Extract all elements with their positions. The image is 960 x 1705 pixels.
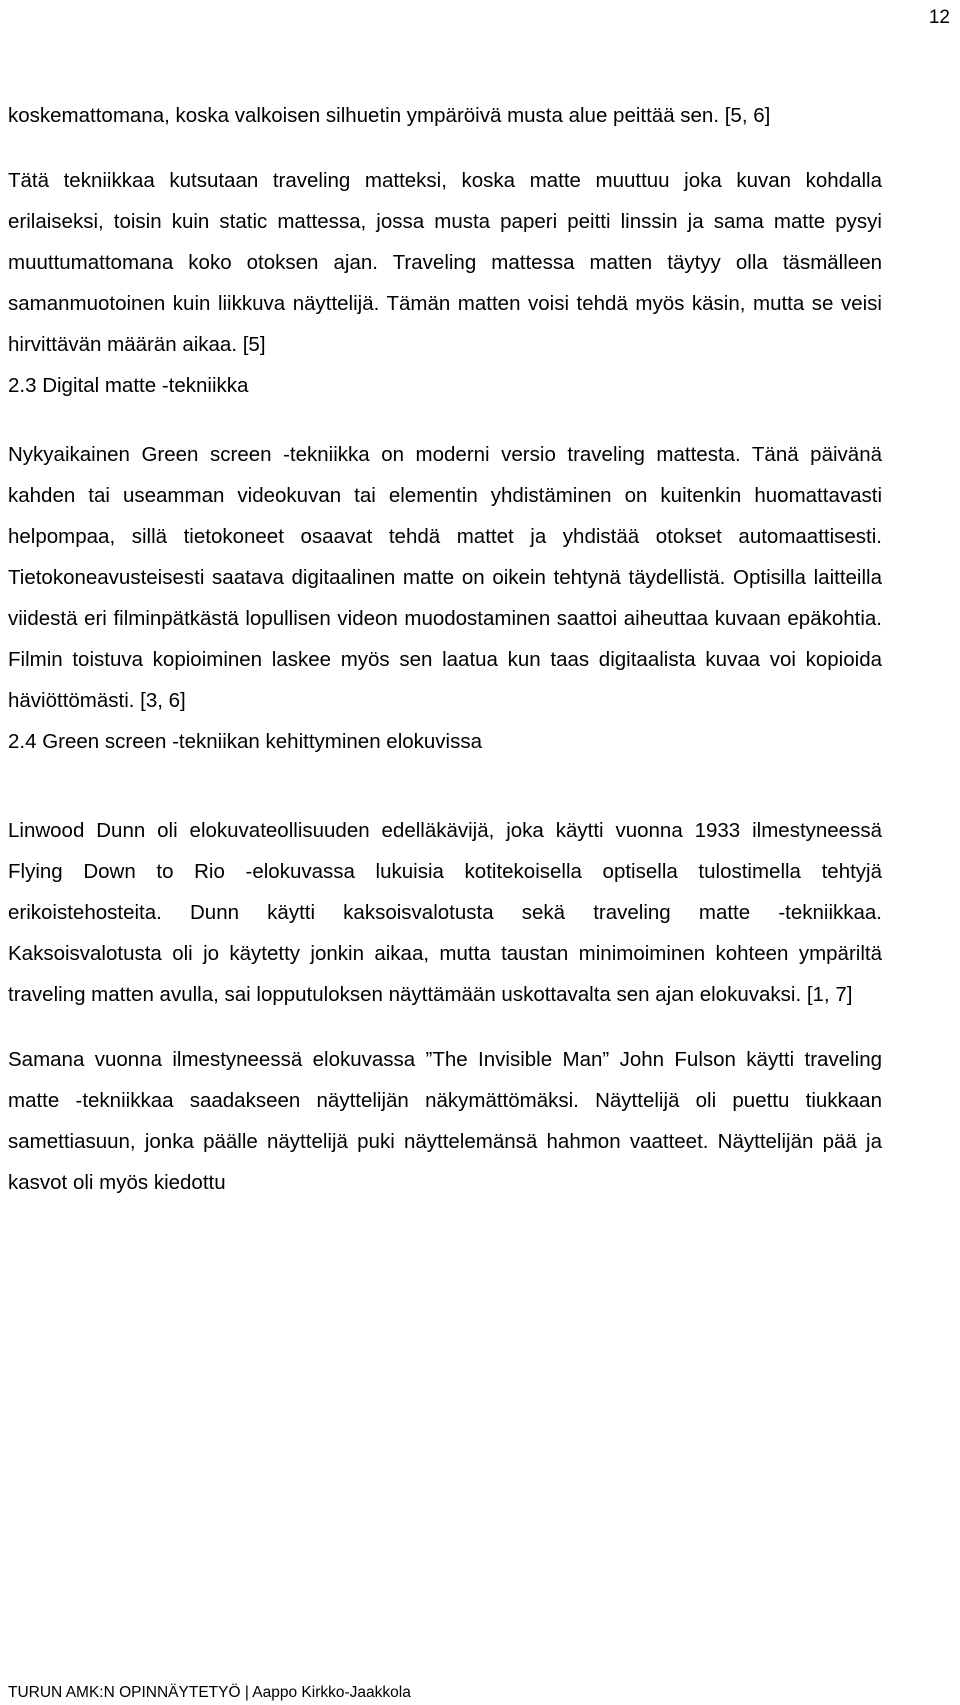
paragraph-green-screen-modern: Nykyaikainen Green screen -tekniikka on moderni versio traveling mattesta. Tänä päivänä kahden tai useamman videokuvan tai elementin yhdistäminen on kuitenkin huomattavasti helpompaa, sillä tietokoneet osaavat tehdä mattet ja yhdistää otokset automaattisesti. Tietokoneavusteisesti saatava digitaalinen matte on oikein tehtynä täydellistä. Optisilla laitteilla viidestä eri filminpätkästä lopullisen videon muodostaminen saattoi aiheuttaa kuvaan epäkohtia. Filmin toistuva kopioiminen laskee myös sen laatua kun taas digitaalista kuvaa voi kopioida häviöttömästi. [3, 6] [8,443,882,712]
page-number: 12 [928,7,950,28]
paragraph-invisible-man: Samana vuonna ilmestyneessä elokuvassa ”The Invisible Man” John Fulson käytti traveling matte -tekniikkaa saadakseen näyttelijän näkymättömäksi. Näyttelijä oli puettu tiukkaan samettiasuun, jonka päälle näyttelijä puki näyttelemänsä hahmon vaatteet. Näyttelijän pää ja kasvot oli myös kiedottu [8,1048,882,1194]
paragraph-silhouette: koskemattomana, koska valkoisen silhuetin ympäröivä musta alue peittää sen. [5, 6] [8,104,771,127]
paragraph-linwood-dunn: Linwood Dunn oli elokuvateollisuuden edelläkävijä, joka käytti vuonna 1933 ilmestyneessä Flying Down to Rio -elokuvassa lukuisia kotitekoisella optisella tulostimella tehtyjä erikoistehosteita. Dunn käytti kaksoisvalotusta sekä traveling matte -tekniikkaa. Kaksoisvalotusta oli jo käytetty jonkin aikaa, mutta taustan minimoiminen kohteen ympäriltä traveling matten avulla, sai lopputuloksen näyttämään uskottavalta sen ajan elokuvaksi. [1, 7] [8,819,882,1006]
paragraph-traveling-matte: Tätä tekniikkaa kutsutaan traveling matteksi, koska matte muuttuu joka kuvan kohdalla erilaiseksi, toisin kuin static mattessa, jossa musta paperi peitti linssin ja sama matte pysyi muuttumattomana koko otoksen ajan. Traveling mattessa matten täytyy olla täsmälleen samanmuotoinen kuin liikkuva näyttelijä. Tämän matten voisi tehdä myös käsin, mutta se veisi hirvittävän määrän aikaa. [5] [8,169,882,356]
section-heading-green-screen-history: 2.4 Green screen -tekniikan kehittyminen elokuvissa [8,730,483,753]
section-heading-digital-matte: 2.3 Digital matte -tekniikka [8,374,249,397]
page-footer: TURUN AMK:N OPINNÄYTETYÖ | Aappo Kirkko-Jaakkola [8,1684,411,1701]
document-body [8,95,882,1203]
